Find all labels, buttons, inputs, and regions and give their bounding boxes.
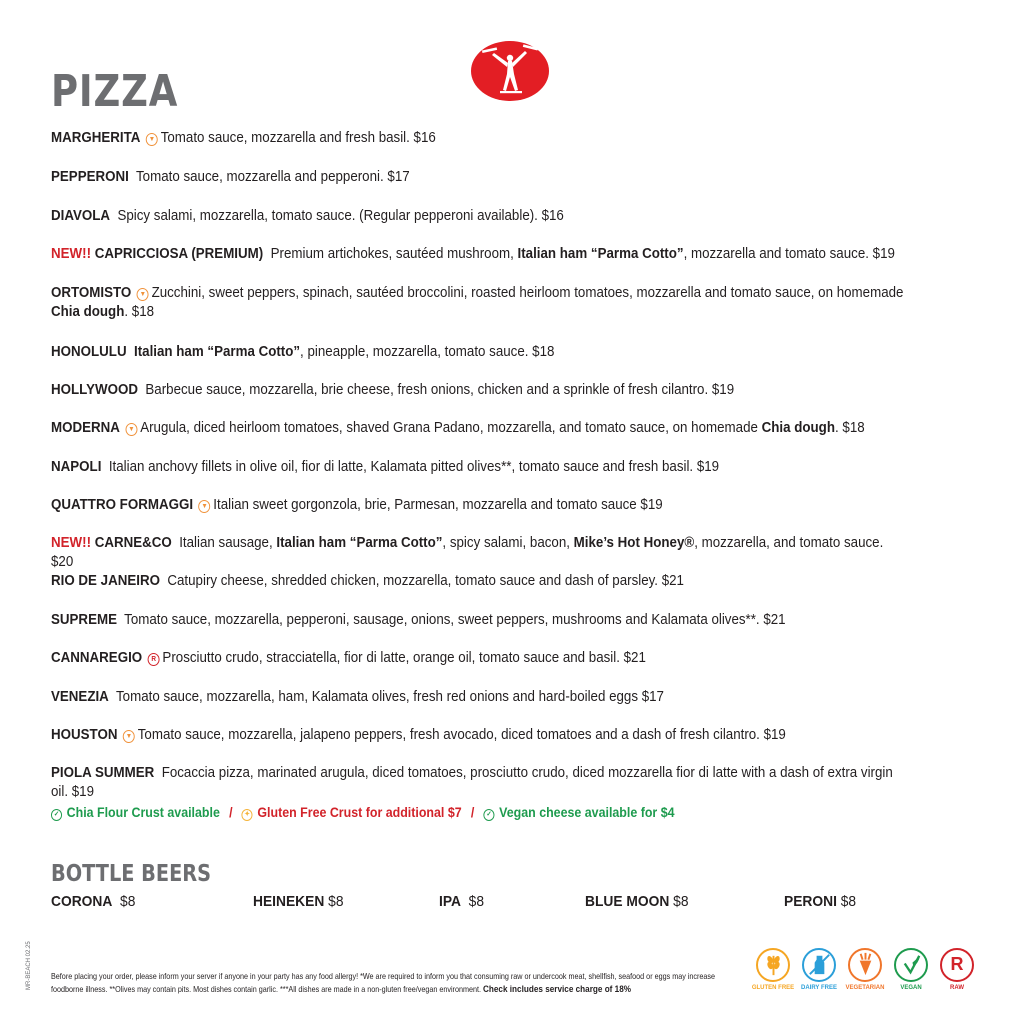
- item-highlight: Chia dough: [761, 420, 835, 436]
- new-tag: NEW!!: [51, 246, 92, 262]
- vegan-icon: ✓: [484, 809, 495, 821]
- item-name: DIAVOLA: [51, 208, 111, 224]
- item-highlight: Italian ham “Parma Cotto”: [134, 344, 301, 360]
- item-description: , mozzarella and tomato sauce. $19: [683, 246, 895, 262]
- menu-item: [51, 343, 907, 362]
- diet-legend: [751, 948, 981, 998]
- diet-label: GLUTEN FREE: [751, 985, 795, 991]
- item-description: Premium artichokes, sautéed mushroom,: [270, 246, 518, 262]
- legend-separator: /: [470, 805, 475, 820]
- menu-item: [51, 284, 907, 322]
- vegan-legend-text: Vegan cheese available for $4: [499, 805, 675, 820]
- diet-label: RAW: [950, 985, 964, 991]
- vegetarian-badge-icon: ▼: [137, 288, 149, 301]
- menu-item: [51, 726, 907, 745]
- beer-name: PERONI: [784, 893, 837, 910]
- item-description: Tomato sauce, mozzarella, pepperoni, sausage, onions, sweet peppers, mushrooms and Kalamata olives**. $21: [124, 612, 786, 628]
- item-description: Barbecue sauce, mozzarella, brie cheese, fresh onions, chicken and a sprinkle of fresh cilantro. $19: [145, 382, 735, 398]
- beer-price: $8: [840, 893, 857, 910]
- item-description: Tomato sauce, mozzarella, jalapeno peppers, fresh avocado, diced tomatoes and a dash of fresh cilantro. $19: [137, 727, 786, 743]
- carrot-icon: [848, 948, 882, 982]
- item-description: Zucchini, sweet peppers, spinach, sautéed broccolini, roasted heirloom tomatoes, mozzarella and tomato sauce, on homemade: [151, 285, 904, 301]
- vegetarian-legend: [843, 948, 887, 991]
- beer-name: CORONA: [51, 893, 113, 910]
- beer-item: [439, 893, 484, 910]
- chia-legend-text: Chia Flour Crust available: [66, 805, 220, 820]
- item-description: Tomato sauce, mozzarella, ham, Kalamata olives, fresh red onions and hard-boiled eggs $17: [115, 689, 664, 705]
- crust-legend: [51, 805, 675, 821]
- item-name: CANNAREGIO: [51, 650, 143, 666]
- chia-icon: ✓: [51, 809, 62, 821]
- leaf-check-icon: [894, 948, 928, 982]
- item-name: MODERNA: [51, 420, 120, 436]
- item-name: HOUSTON: [51, 727, 118, 743]
- menu-item: [51, 611, 907, 630]
- new-tag: NEW!!: [51, 535, 92, 551]
- legend-separator: /: [229, 805, 233, 820]
- milk-bottle-icon: [802, 948, 836, 982]
- menu-item: [51, 381, 907, 400]
- item-name: PEPPERONI: [51, 169, 129, 185]
- beers-heading: BOTTLE BEERS: [51, 861, 212, 887]
- item-name: QUATTRO FORMAGGI: [51, 497, 194, 513]
- restaurant-logo: [470, 40, 550, 102]
- item-name: HOLLYWOOD: [51, 382, 138, 398]
- menu-item: [51, 419, 907, 438]
- item-description: . $18: [124, 304, 155, 320]
- vegetarian-badge-icon: ▼: [199, 500, 211, 513]
- diet-label: VEGAN: [900, 985, 922, 991]
- menu-item: [51, 496, 907, 515]
- gluten-free-legend: [751, 948, 795, 991]
- item-description: Tomato sauce, mozzarella and pepperoni. $17: [136, 169, 410, 185]
- beer-price: $8: [468, 893, 485, 910]
- menu-item: [51, 168, 907, 187]
- menu-item: [51, 572, 907, 591]
- item-name: RIO DE JANEIRO: [51, 573, 160, 589]
- item-highlight: Italian ham “Parma Cotto”: [276, 535, 443, 551]
- beer-price: $8: [673, 893, 689, 910]
- item-description: Arugula, diced heirloom tomatoes, shaved Grana Padano, mozzarella, and tomato sauce, on homemade: [140, 420, 762, 436]
- item-highlight: Italian ham “Parma Cotto”: [517, 246, 684, 262]
- item-name: MARGHERITA: [51, 130, 141, 146]
- beer-name: BLUE MOON: [585, 893, 670, 910]
- item-name: VENEZIA: [51, 689, 109, 705]
- item-name: SUPREME: [51, 612, 117, 628]
- item-name: ORTOMISTO: [51, 285, 132, 301]
- item-description: Spicy salami, mozzarella, tomato sauce. (Regular pepperoni available). $16: [117, 208, 564, 224]
- wheat-icon: [756, 948, 790, 982]
- item-description: , pineapple, mozzarella, tomato sauce. $18: [300, 344, 555, 360]
- item-description: Italian sweet gorgonzola, brie, Parmesan, mozzarella and tomato sauce $19: [213, 497, 663, 513]
- disclaimer-text: Before placing your order, please inform your server if anyone in your party has any food allergy! *We are required to inform you that consuming raw or undercook meat, shellfish, seafood or eggs may increase foodborne illness. **Olives may contain pits. Most dishes contain garlic. ***All dishes are made in a non-gluten free/vegan environment.: [51, 971, 716, 994]
- item-description: Tomato sauce, mozzarella and fresh basil. $16: [160, 130, 436, 146]
- item-description: Italian anchovy fillets in olive oil, fior di latte, Kalamata pitted olives**, tomato sauce and fresh basil. $19: [108, 459, 720, 475]
- vegetarian-badge-icon: ▼: [146, 133, 158, 146]
- item-highlight: Mike’s Hot Honey®: [573, 535, 695, 551]
- menu-item: [51, 534, 907, 572]
- raw-legend: [935, 948, 979, 991]
- beer-name: HEINEKEN: [253, 893, 325, 910]
- beer-item: [51, 893, 135, 910]
- menu-item: [51, 764, 907, 802]
- item-description: Catupiry cheese, shredded chicken, mozzarella, tomato sauce and dash of parsley. $21: [167, 573, 684, 589]
- gluten-free-icon: ✦: [242, 809, 253, 821]
- vegetarian-badge-icon: ▼: [123, 730, 135, 743]
- item-name: CAPRICCIOSA (PREMIUM): [94, 246, 264, 262]
- item-description: , mozzarella, and tomato sauce. $20: [51, 535, 884, 570]
- beer-price: $8: [120, 893, 136, 910]
- allergy-disclaimer: [51, 970, 722, 996]
- dairy-free-legend: [797, 948, 841, 991]
- beer-item: [253, 893, 344, 910]
- menu-item: [51, 129, 907, 148]
- item-description: Italian sausage,: [179, 535, 277, 551]
- item-description: , spicy salami, bacon,: [442, 535, 574, 551]
- menu-item: [51, 458, 907, 477]
- item-name: CARNE&CO: [94, 535, 172, 551]
- item-description: Prosciutto crudo, stracciatella, fior di latte, orange oil, tomato sauce and basil. $21: [162, 650, 646, 666]
- r-letter-icon: R: [940, 948, 974, 982]
- menu-item: [51, 649, 907, 668]
- item-name: NAPOLI: [51, 459, 102, 475]
- diet-label: VEGETARIAN: [845, 985, 885, 991]
- diet-label: DAIRY FREE: [800, 985, 837, 991]
- item-description: . $18: [834, 420, 865, 436]
- beer-item: [784, 893, 856, 910]
- service-charge-note: Check includes service charge of 18%: [482, 984, 632, 995]
- item-description: Focaccia pizza, marinated arugula, diced tomatoes, prosciutto crudo, diced mozzarella fior di latte with a dash of extra virgin oil. $19: [51, 765, 893, 800]
- item-name: HONOLULU: [51, 344, 127, 360]
- vegan-legend: [889, 948, 933, 991]
- beer-item: [585, 893, 689, 910]
- raw-badge-icon: R: [148, 653, 160, 666]
- item-highlight: Chia dough: [51, 304, 125, 320]
- menu-code: MR-BEACH 02.25: [26, 941, 32, 990]
- menu-item: [51, 245, 907, 264]
- page-title: PIZZA: [51, 66, 179, 117]
- menu-item: [51, 207, 907, 226]
- menu-item: [51, 688, 907, 707]
- vegetarian-badge-icon: ▼: [125, 423, 137, 436]
- beer-price: $8: [328, 893, 344, 910]
- item-name: PIOLA SUMMER: [51, 765, 155, 781]
- gluten-free-legend-text: Gluten Free Crust for additional $7: [257, 805, 462, 820]
- beer-name: IPA: [439, 893, 461, 910]
